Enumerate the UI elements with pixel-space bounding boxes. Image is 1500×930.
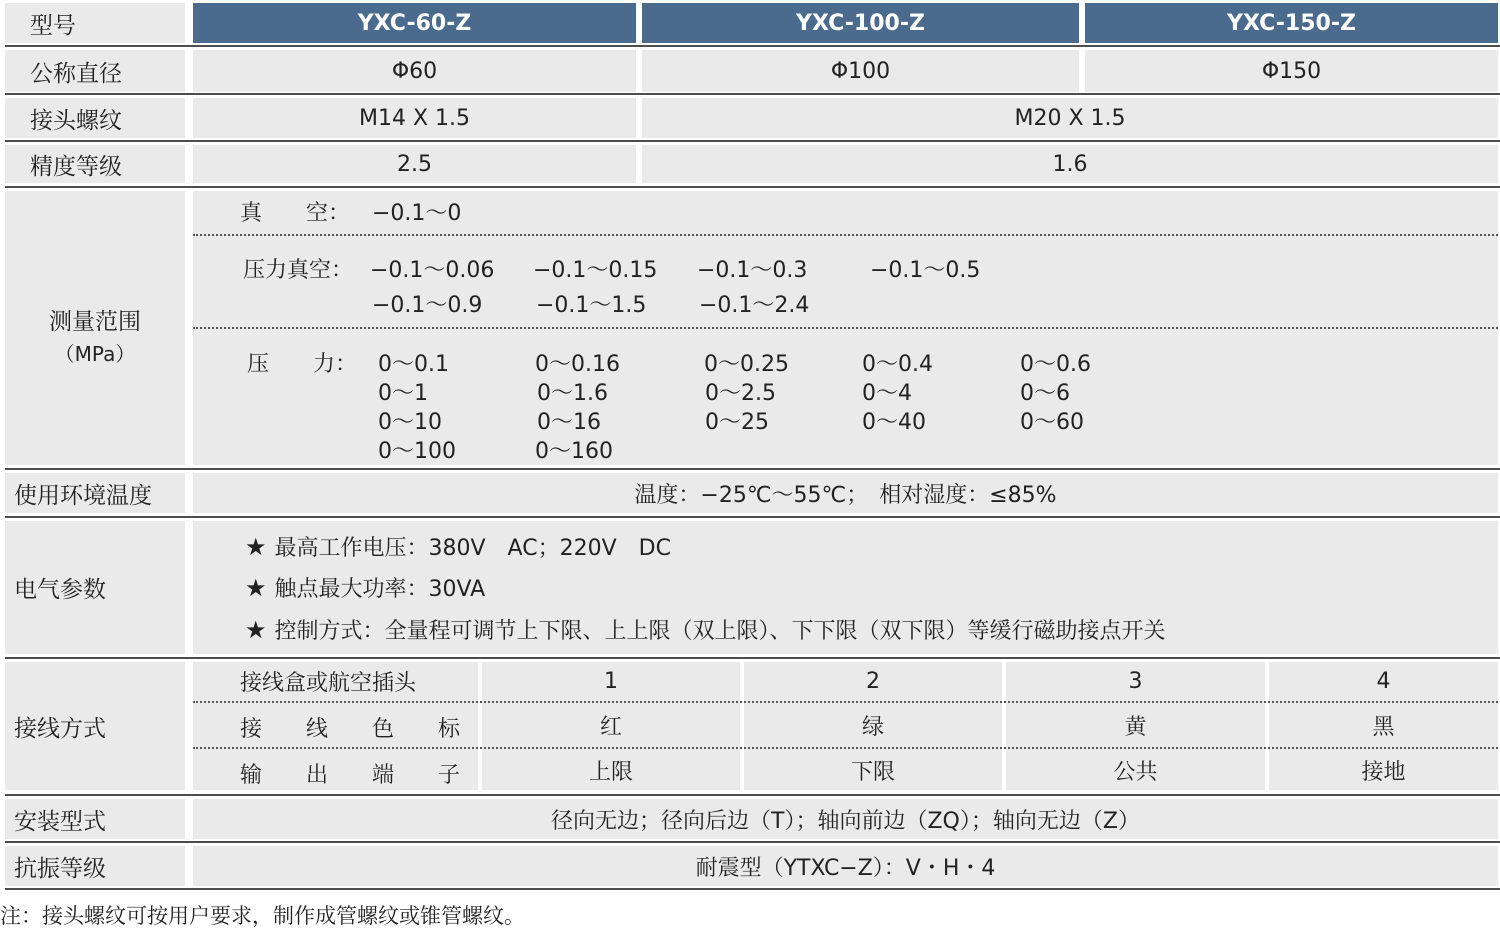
mounting-value: 径向无边；径向后边（T）；轴向前边（ZQ）；轴向无边（Z） bbox=[193, 799, 1498, 839]
header-label: 型号 bbox=[30, 12, 76, 39]
wiring-cell: 黑 bbox=[1372, 714, 1395, 740]
thread-label: 接头螺纹 bbox=[30, 107, 122, 134]
diameter-value: Φ60 bbox=[193, 50, 636, 92]
wiring-cell: 接地 bbox=[1361, 759, 1406, 785]
row-separator bbox=[5, 794, 1500, 796]
row-separator bbox=[5, 140, 1500, 142]
wiring-cell: 2 bbox=[866, 668, 880, 694]
pressure-range: 0～40 bbox=[862, 410, 926, 435]
vibration-value: 耐震型（YTXC−Z）：V・H・4 bbox=[193, 846, 1498, 886]
star-icon: ★ bbox=[245, 574, 267, 602]
star-icon: ★ bbox=[245, 533, 267, 561]
pressure-range: 0～0.1 bbox=[378, 352, 449, 377]
row-separator bbox=[5, 93, 1500, 95]
accuracy-value: 1.6 bbox=[642, 145, 1498, 183]
footnote: 注：接头螺纹可按用户要求，制作成管螺纹或锥管螺纹。 bbox=[0, 904, 525, 928]
row-separator bbox=[5, 657, 1500, 659]
wiring-cell: 上限 bbox=[588, 759, 633, 785]
model-header: YXC-100-Z bbox=[642, 3, 1079, 43]
row-separator bbox=[5, 841, 1500, 843]
pressure-label: 压 力： bbox=[247, 352, 358, 377]
pressure-range: 0～6 bbox=[1020, 381, 1070, 406]
wiring-row-label: 接 线 色 标 bbox=[240, 717, 461, 742]
pressure-range: 0～4 bbox=[862, 381, 912, 406]
dotted-divider bbox=[193, 234, 1498, 236]
wiring-cell: 绿 bbox=[861, 714, 884, 740]
accuracy-label: 精度等级 bbox=[30, 153, 122, 180]
compound-range: −0.1～0.06 bbox=[370, 258, 495, 283]
vibration-label: 抗振等级 bbox=[14, 855, 106, 882]
compound-range: −0.1～1.5 bbox=[536, 293, 647, 318]
vacuum-label: 真 空： bbox=[240, 201, 351, 226]
row-separator bbox=[5, 45, 1500, 47]
compound-range: −0.1～2.4 bbox=[699, 293, 810, 318]
dotted-divider bbox=[193, 701, 1498, 703]
pressure-range: 0～2.5 bbox=[705, 381, 776, 406]
dotted-divider bbox=[193, 747, 1498, 749]
pressure-range: 0～1 bbox=[378, 381, 428, 406]
wiring-label: 接线方式 bbox=[14, 715, 106, 742]
vacuum-range: −0.1～0 bbox=[372, 201, 462, 226]
range-label: 测量范围 bbox=[49, 309, 141, 335]
compound-range: −0.1～0.9 bbox=[372, 293, 483, 318]
wiring-cell: 3 bbox=[1128, 668, 1143, 694]
row-separator bbox=[5, 468, 1500, 470]
environment-label: 使用环境温度 bbox=[14, 482, 152, 509]
dotted-divider bbox=[193, 327, 1498, 329]
mounting-label: 安装型式 bbox=[14, 808, 106, 835]
pressure-range: 0～0.6 bbox=[1020, 352, 1091, 377]
pressure-range: 0～160 bbox=[535, 439, 613, 464]
pressure-range: 0～10 bbox=[378, 410, 442, 435]
wiring-cell: 4 bbox=[1376, 668, 1391, 694]
pressure-range: 0～0.16 bbox=[535, 352, 620, 377]
electrical-label: 电气参数 bbox=[14, 577, 106, 603]
wiring-row-label: 接线盒或航空插头 bbox=[240, 671, 417, 696]
pressure-range: 0～0.4 bbox=[862, 352, 933, 377]
wiring-cell: 1 bbox=[604, 668, 618, 694]
thread-value: M20 X 1.5 bbox=[642, 98, 1498, 138]
electrical-item: ★ 控制方式：全量程可调节上下限、上上限（双上限）、下下限（双下限）等缓行磁助接点开关 bbox=[245, 616, 1166, 644]
pressure-range: 0～60 bbox=[1020, 410, 1084, 435]
model-header: YXC-60-Z bbox=[193, 3, 636, 43]
star-icon: ★ bbox=[245, 616, 267, 644]
pressure-range: 0～100 bbox=[378, 439, 456, 464]
thread-value: M14 X 1.5 bbox=[193, 98, 636, 138]
electrical-item: ★ 触点最大功率：30VA bbox=[245, 574, 486, 602]
pressure-range: 0～1.6 bbox=[537, 381, 608, 406]
electrical-item: ★ 最高工作电压：380V AC；220V DC bbox=[245, 533, 671, 561]
nominal-diameter-label: 公称直径 bbox=[30, 60, 122, 87]
diameter-value: Φ100 bbox=[642, 50, 1079, 92]
compound-range: −0.1～0.15 bbox=[533, 258, 658, 283]
wiring-cell: 下限 bbox=[850, 759, 895, 785]
compound-range: −0.1～0.5 bbox=[870, 258, 981, 283]
pressure-range: 0～0.25 bbox=[704, 352, 789, 377]
pressure-range: 0～16 bbox=[537, 410, 601, 435]
accuracy-value: 2.5 bbox=[193, 145, 636, 183]
wiring-cell: 黄 bbox=[1124, 714, 1147, 740]
diameter-value: Φ150 bbox=[1085, 50, 1498, 92]
compound-label: 压力真空： bbox=[243, 258, 354, 283]
environment-value: 温度：−25℃～55℃； 相对湿度：≤85% bbox=[193, 473, 1498, 513]
wiring-cell: 红 bbox=[599, 714, 622, 740]
model-header: YXC-150-Z bbox=[1085, 3, 1498, 43]
row-separator bbox=[5, 888, 1500, 890]
compound-range: −0.1～0.3 bbox=[697, 258, 808, 283]
range-unit: （MPa） bbox=[54, 342, 136, 366]
row-separator bbox=[5, 186, 1500, 188]
pressure-range: 0～25 bbox=[705, 410, 769, 435]
wiring-row-label: 输 出 端 子 bbox=[240, 763, 461, 788]
wiring-cell: 公共 bbox=[1113, 759, 1158, 785]
row-separator bbox=[5, 516, 1500, 518]
